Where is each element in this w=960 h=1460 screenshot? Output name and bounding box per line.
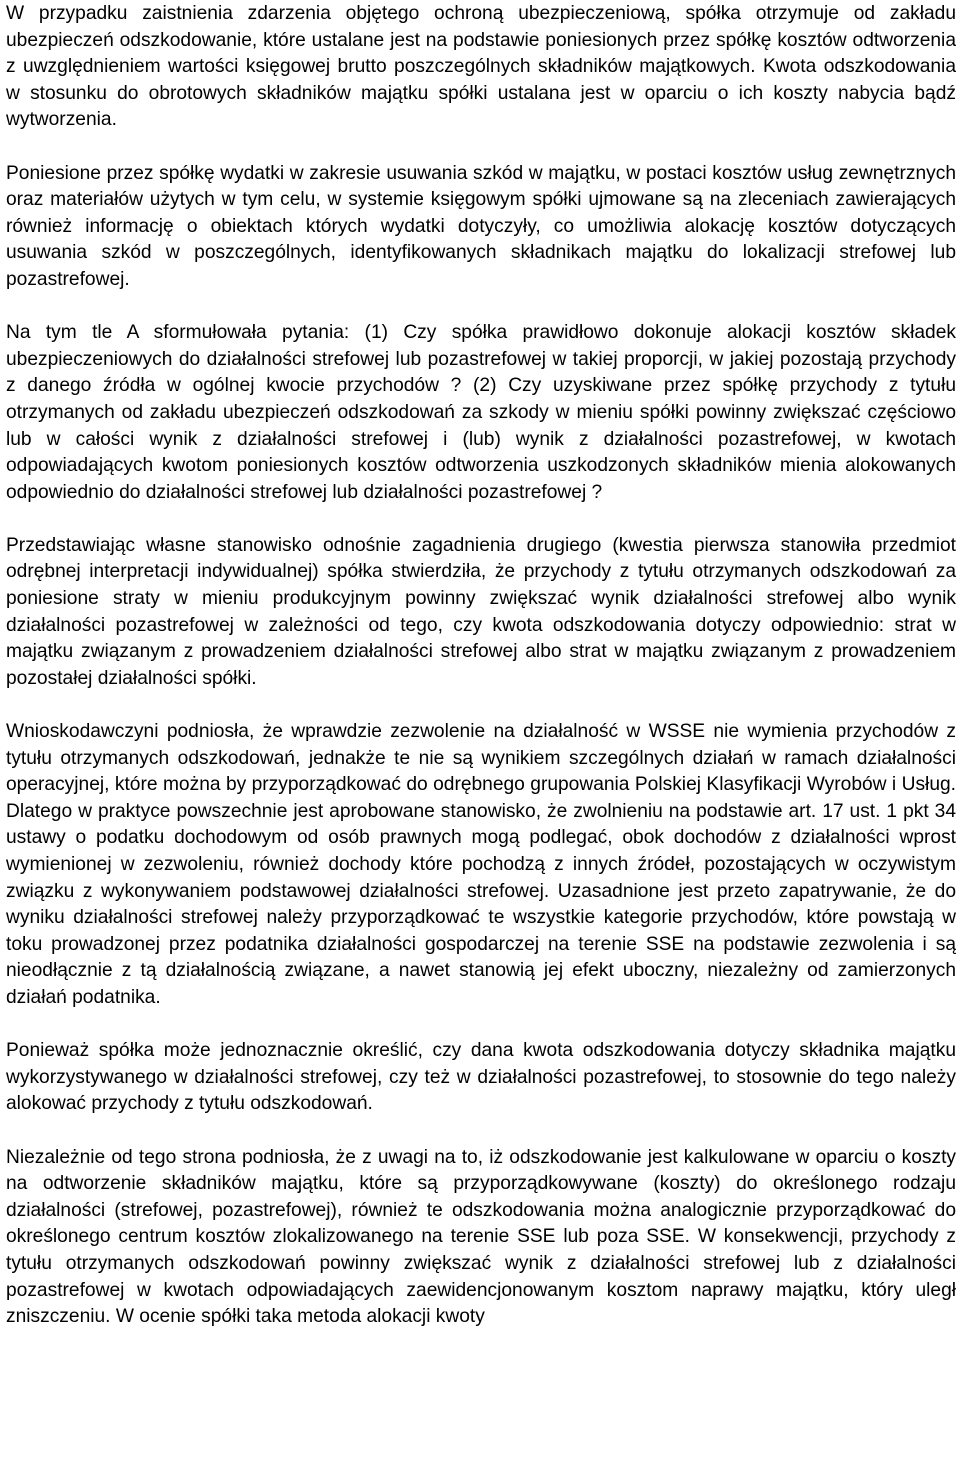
paragraph-allocation: Ponieważ spółka może jednoznacznie określić, czy dana kwota odszkodowania dotyczy składnika majątku wykorzystywanego w działalności strefowej, czy też w działalności pozastrefowej, to stosownie do tego należy alokować przychody z tytułu odszkodowań.: [6, 1040, 956, 1115]
paragraph-insurance-compensation: W przypadku zaistnienia zdarzenia objętego ochroną ubezpieczeniową, spółka otrzymuje od zakładu ubezpieczeń odszkodowanie, które ustalane jest na podstawie poniesionych przez spółkę kosztów odtworzenia z uwzględnieniem wartości księgowej brutto poszczególnych składników majątkowych. Kwota odszkodowania w stosunku do obrotowych składników majątku spółki ustalana jest w oparciu o ich koszty nabycia bądź wytworzenia.: [6, 3, 956, 131]
document-page: [6, 1, 956, 1331]
paragraph-damage-expenses: Poniesione przez spółkę wydatki w zakresie usuwania szkód w majątku, w postaci kosztów usług zewnętrznych oraz materiałów użytych w tym celu, w systemie księgowym spółki ujmowane są na zleceniach zawierających również informację o obiektach których wydatki dotyczyły, co umożliwia alokację kosztów dotyczących usuwania szkód w poszczególnych, identyfikowanych składnikach majątku do lokalizacji strefowej lub pozastrefowej.: [6, 162, 956, 290]
paragraph-additional-argument: Niezależnie od tego strona podniosła, że z uwagi na to, iż odszkodowanie jest kalkulowane w oparciu o koszty na odtworzenie składników majątku, które są przyporządkowywane (koszty) do określonego rodzaju działalności (strefowej, pozastrefowej), również te odszkodowania można analogicznie przyporządkować do określonego centrum kosztów zlokalizowanego na terenie SSE lub poza SSE. W konsekwencji, przychody z tytułu otrzymanych odszkodowań powinny zwiększać wynik z działalności strefowej lub z działalności pozastrefowej w kwotach odpowiadających zaewidencjonowanym kosztom naprawy majątku, który uległ zniszczeniu. W ocenie spółki taka metoda alokacji kwoty: [6, 1146, 956, 1328]
paragraph-questions: Na tym tle A sformułowała pytania: (1) Czy spółka prawidłowo dokonuje alokacji kosztów składek ubezpieczeniowych do działalności strefowej lub pozastrefowej w takiej proporcji, w jakiej pozostają przychody z danego źródła w ogólnej kwocie przychodów ? (2) Czy uzyskiwane przez spółkę przychody z tytułu otrzymanych od zakładu ubezpieczeń odszkodowań za szkody w mieniu spółki powinny zwiększać częściowo lub w całości wynik z działalności strefowej i (lub) wynik z działalności pozastrefowej, w kwotach odpowiadających kwotom poniesionych kosztów odtworzenia uszkodzonych składników mienia alokowanych odpowiednio do działalności strefowej lub działalności pozastrefowej ?: [6, 322, 956, 503]
paragraph-company-position: Przedstawiając własne stanowisko odnośnie zagadnienia drugiego (kwestia pierwsza stanowiła przedmiot odrębnej interpretacji indywidualnej) spółka stwierdziła, że przychody z tytułu otrzymanych odszkodowań za poniesione straty w mieniu produkcyjnym powinny zwiększać wynik działalności strefowej albo wynik działalności pozastrefowej w zależności od tego, czy kwota odszkodowania dotyczy odpowiednio: strat w majątku związanym z prowadzeniem działalności strefowej albo strat w majątku związanym z prowadzeniem pozostałej działalności spółki.: [6, 534, 956, 689]
paragraph-applicant-argument: Wnioskodawczyni podniosła, że wprawdzie zezwolenie na działalność w WSSE nie wymienia przychodów z tytułu otrzymanych odszkodowań, jednakże te nie są wynikiem szczególnych działań w ramach działalności operacyjnej, które można by przyporządkować do odrębnego grupowania Polskiej Klasyfikacji Wyrobów i Usług. Dlatego w praktyce powszechnie jest aprobowane stanowisko, że zwolnieniu na podstawie art. 17 ust. 1 pkt 34 ustawy o podatku dochodowym od osób prawnych mogą podlegać, obok dochodów z działalności wprost wymienionej w zezwoleniu, również dochody które pochodzą z innych źródeł, pozostających w oczywistym związku z wykonywaniem podstawowej działalności strefowej. Uzasadnione jest przeto zapatrywanie, że do wyniku działalności strefowej należy przyporządkować te wszystkie kategorie przychodów, które powstają w toku prowadzonej przez podatnika działalności gospodarczej na terenie SSE na podstawie zezwolenia i są nieodłącznie z tą działalnością związane, a nawet stanowią jej efekt uboczny, niezależny od zamierzonych działań podatnika.: [6, 721, 956, 1008]
